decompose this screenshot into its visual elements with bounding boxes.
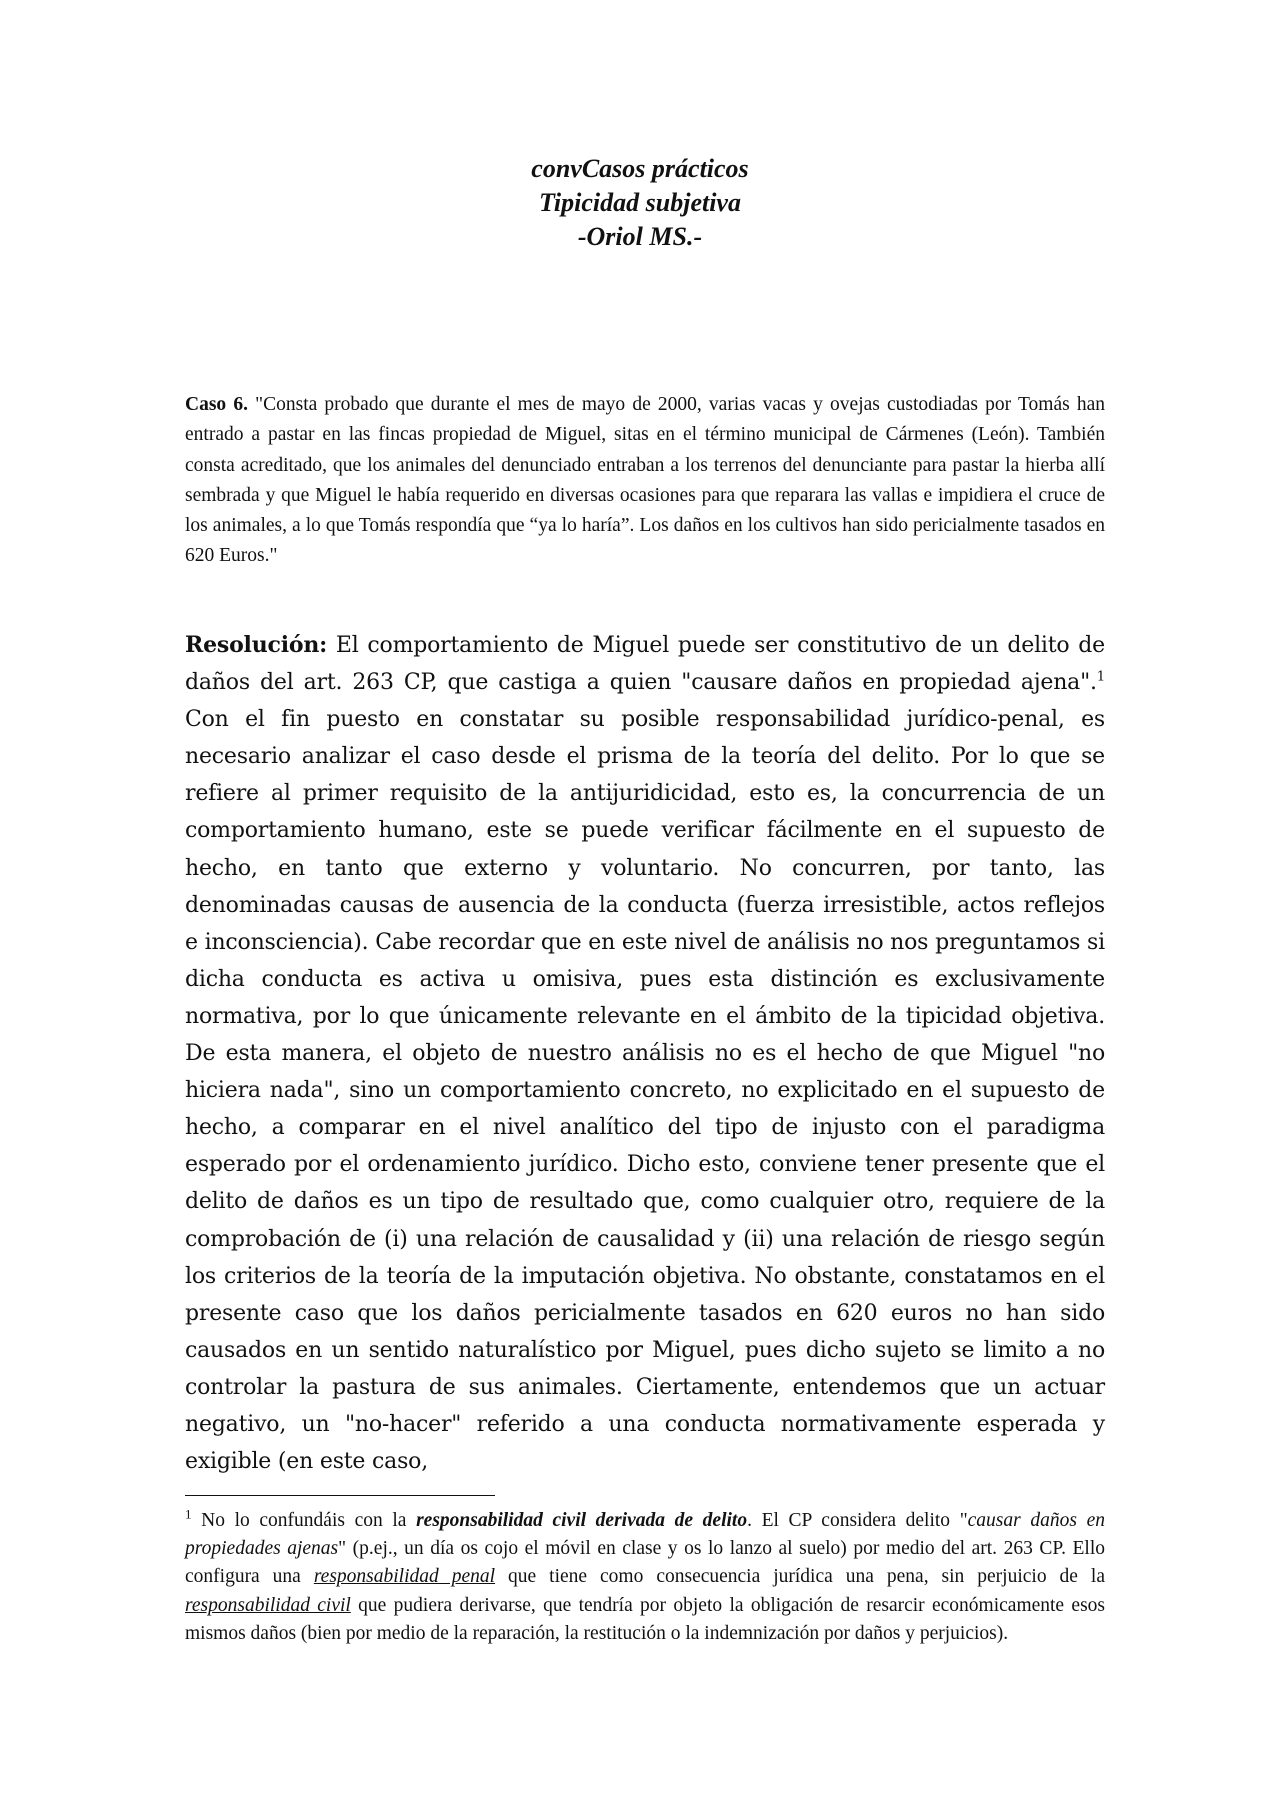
footnote-term-damages: causar daños en propiedades ajenas: [185, 1510, 1105, 1560]
footnote-text-5: que pudiera derivarse, que tendría por objeto la obligación de resarcir económicamente esos mismos daños (bien por medio de la reparación, la restitución o la indemnización por daños y perjuicios).: [185, 1594, 1105, 1644]
footnote-term-civil-derived: responsabilidad civil derivada de delito: [416, 1510, 748, 1531]
footnote-number: 1: [185, 1506, 192, 1522]
resolution-text-body: Con el fin puesto en constatar su posible responsabilidad jurídico-penal, es necesario analizar el caso desde el prisma de la teoría del delito. Por lo que se refiere al primer requisito de la antijuridicidad, esto es, la concurrencia de un comportamiento humano, este se puede verificar fácilmente en el supuesto de hecho, en tanto que externo y voluntario. No concurren, por tanto, las denominadas causas de ausencia de la conducta (fuerza irresistible, actos reflejos e inconsciencia). Cabe recordar que en este nivel de análisis no nos preguntamos si dicha conducta es activa u omisiva, pues esta distinción es exclusivamente normativa, por lo que únicamente relevante en el ámbito de la tipicidad objetiva. De esta manera, el objeto de nuestro análisis no es el hecho de que Miguel "no hiciera nada", sino un comportamiento concreto, no explicitado en el supuesto de hecho, a comparar en el nivel analítico del tipo de injusto con el paradigma esperado por el ordenamiento jurídico. Dicho esto, conviene tener presente que el delito de daños es un tipo de resultado que, como cualquier otro, requiere de la comprobación de (i) una relación de causalidad y (ii) una relación de riesgo según los criterios de la teoría de la imputación objetiva. No obstante, constatamos en el presente caso que los daños pericialmente tasados en 620 euros no han sido causados en un sentido naturalístico por Miguel, pues dicho sujeto se limito a no controlar la pastura de sus animales. Ciertamente, entendemos que un actuar negativo, un "no-hacer" referido a una conducta normativamente esperada y exigible (en este caso,: [185, 707, 1105, 1475]
case-label: Caso 6.: [185, 394, 248, 415]
footnote-term-civil-liability: responsabilidad civil: [185, 1594, 351, 1616]
footnote-reference: 1: [1096, 669, 1105, 685]
footnote-text-3: " (p.ej., un día os cojo el móvil en clase y os lo lanzo al suelo) por medio del art. 263 CP. Ello configura una: [185, 1538, 1105, 1588]
document-title: [0, 152, 1280, 254]
footnote-text-4: que tiene como consecuencia jurídica una pena, sin perjuicio de la: [495, 1566, 1105, 1588]
footnote-term-criminal-liability: responsabilidad penal: [313, 1566, 496, 1588]
case-statement: [185, 390, 1105, 572]
case-text: "Consta probado que durante el mes de mayo de 2000, varias vacas y ovejas custodiadas por Tomás han entrado a pastar en las fincas propiedad de Miguel, sitas en el término municipal de Cármenes (León). También consta acreditado, que los animales del denunciado entraban a los terrenos del denunciante para pastar la hierba allí sembrada y que Miguel le había requerido en diversas ocasiones para que reparara las vallas e impidiera el cruce de los animales, a lo que Tomás respondía que “ya lo haría”. Los daños en los cultivos han sido pericialmente tasados en 620 Euros.": [185, 394, 1106, 567]
title-line-3: -Oriol MS.-: [577, 222, 703, 251]
footnote-text-2: . El CP considera delito ": [747, 1510, 968, 1531]
resolution-label: Resolución:: [185, 632, 328, 658]
resolution-text-start: El comportamiento de Miguel puede ser constitutivo de un delito de daños del art. 263 CP, que castiga a quien "causare daños en propiedad ajena".: [185, 633, 1105, 696]
title-line-2: Tipicidad subjetiva: [539, 188, 741, 217]
title-line-1: convCasos prácticos: [531, 154, 749, 183]
footnote-text-1: No lo confundáis con la: [191, 1510, 417, 1531]
footnote: [185, 1507, 1105, 1648]
resolution-paragraph: [185, 627, 1105, 1480]
footnote-divider: [185, 1495, 495, 1496]
